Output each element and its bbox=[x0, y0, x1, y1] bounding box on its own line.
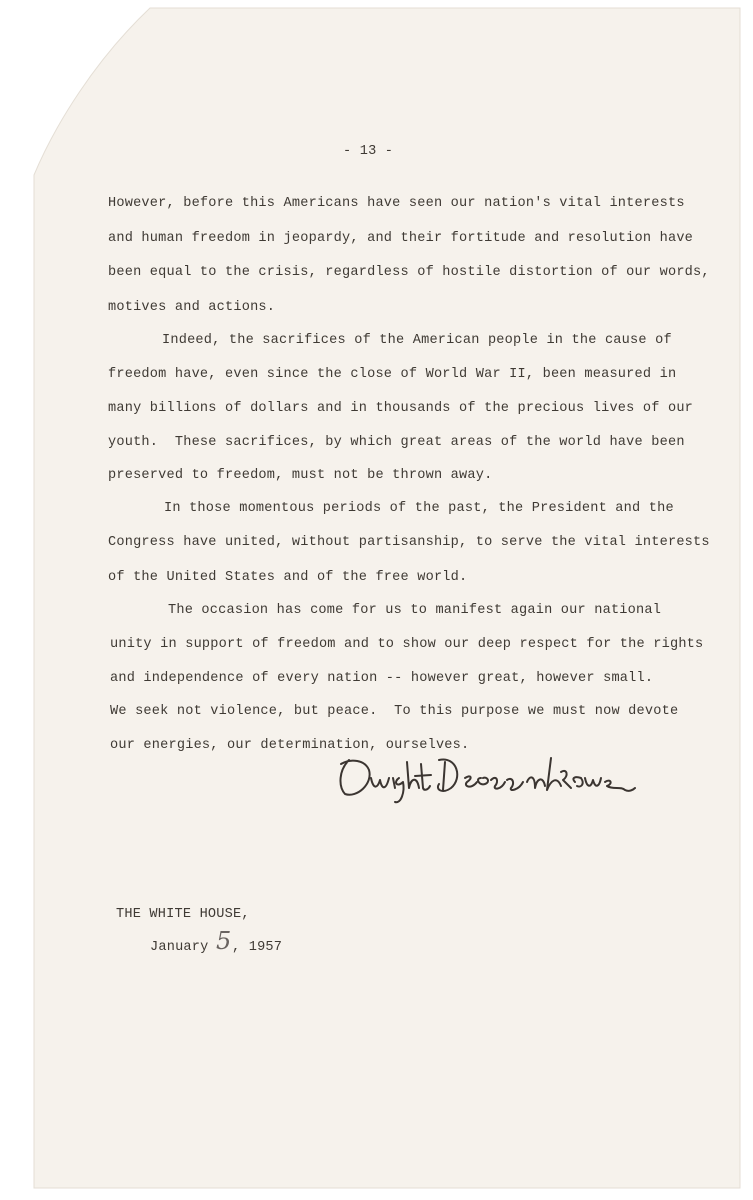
paragraph-1-line-4: motives and actions. bbox=[108, 300, 276, 315]
place-line: THE WHITE HOUSE, bbox=[116, 907, 250, 922]
paragraph-4-line-2: unity in support of freedom and to show our deep respect for the rights bbox=[110, 637, 704, 652]
paragraph-3-line-3: of the United States and of the free world. bbox=[108, 570, 468, 585]
paragraph-4-line-3: and independence of every nation -- however great, however small. bbox=[110, 671, 654, 686]
paragraph-1-line-1: However, before this Americans have seen our nation's vital interests bbox=[108, 196, 685, 211]
date-year: , 1957 bbox=[232, 940, 283, 955]
signature bbox=[335, 748, 640, 806]
paragraph-2-line-4: youth. These sacrifices, by which great areas of the world have been bbox=[108, 435, 685, 450]
paragraph-3-line-2: Congress have united, without partisanship, to serve the vital interests bbox=[108, 535, 710, 550]
paragraph-1-line-3: been equal to the crisis, regardless of hostile distortion of our words, bbox=[108, 265, 710, 280]
paragraph-4-line-4: We seek not violence, but peace. To this purpose we must now devote bbox=[110, 704, 679, 719]
date-day-handwritten: 5 bbox=[216, 927, 232, 955]
paragraph-2-line-2: freedom have, even since the close of World War II, been measured in bbox=[108, 367, 677, 382]
paragraph-1-line-2: and human freedom in jeopardy, and their fortitude and resolution have bbox=[108, 231, 694, 246]
paragraph-2-line-1: Indeed, the sacrifices of the American people in the cause of bbox=[162, 333, 672, 348]
page-number: - 13 - bbox=[343, 144, 394, 159]
paragraph-4-line-1: The occasion has come for us to manifest again our national bbox=[168, 603, 662, 618]
date-month: January bbox=[150, 940, 209, 955]
paragraph-3-line-1: In those momentous periods of the past, the President and the bbox=[164, 501, 674, 516]
paragraph-2-line-5: preserved to freedom, must not be thrown away. bbox=[108, 468, 493, 483]
paragraph-2-line-3: many billions of dollars and in thousands of the precious lives of our bbox=[108, 401, 694, 416]
paragraph-4-line-5: our energies, our determination, ourselves. bbox=[110, 738, 470, 753]
